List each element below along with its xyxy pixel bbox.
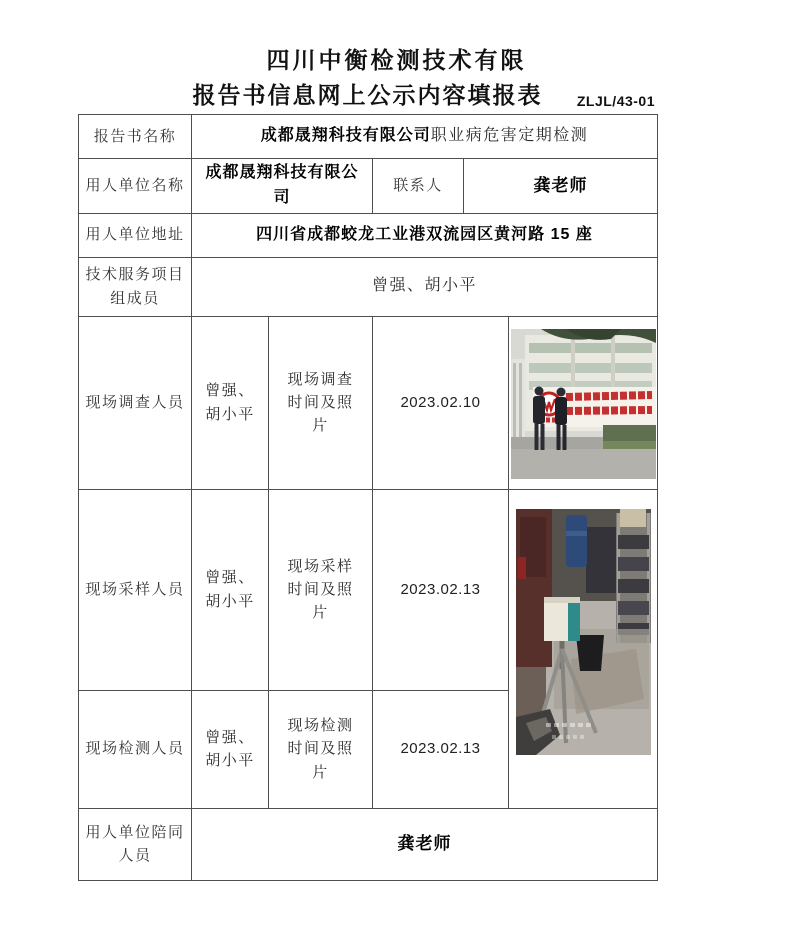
sampling-date: 2023.02.13: [373, 489, 509, 690]
testing-time-label: 现场检测时间及照片: [269, 690, 373, 808]
employer-address-label: 用人单位地址: [79, 213, 192, 257]
black-bucket: [576, 635, 604, 671]
machinery: [586, 527, 618, 593]
row-employer-address: [79, 213, 658, 257]
sampling-personnel: 曾强、胡小平: [192, 489, 269, 690]
sampling-photo: [516, 509, 651, 755]
row-sampling: [79, 489, 658, 690]
employer-address-value: 四川省成都蛟龙工业港双流园区黄河路 15 座: [192, 213, 658, 257]
survey-photo-cell: [509, 316, 658, 489]
team-members-value: 曾强、胡小平: [192, 257, 658, 316]
survey-label: 现场调查人员: [79, 316, 192, 489]
report-name-company: 成都晟翔科技有限公司: [260, 127, 431, 145]
sampling-photo-cell: [509, 489, 658, 808]
testing-date: 2023.02.13: [373, 690, 509, 808]
sampling-label: 现场采样人员: [79, 489, 192, 690]
beige-box: [620, 509, 646, 527]
team-members-label: [79, 257, 192, 316]
shelving-rack: [616, 513, 651, 643]
survey-personnel: 曾强、胡小平: [192, 316, 269, 489]
document-code: ZLJL/43-01: [576, 93, 655, 109]
employer-name-value: 成都晟翔科技有限公司: [192, 159, 373, 214]
survey-date: 2023.02.10: [373, 316, 509, 489]
document-title-line2: 报告书信息网上公示内容填报表: [192, 82, 543, 108]
survey-time-label: 现场调查时间及照片: [269, 316, 373, 489]
blue-barrel: [566, 515, 587, 567]
contact-label: 联系人: [373, 159, 464, 214]
row-team-members: [79, 257, 658, 316]
document-title-line1: 四川中衡检测技术有限: [266, 47, 527, 73]
employer-name-label: 用人单位名称: [79, 159, 192, 214]
accompanying-value: 龚老师: [192, 808, 658, 880]
report-info-table: [78, 114, 658, 881]
team-members-label-line1: 技术服务项目: [85, 266, 185, 284]
row-report-name: [79, 115, 658, 159]
testing-label: 现场检测人员: [79, 690, 192, 808]
document-title-row: [78, 77, 657, 110]
report-name-suffix: 职业病危害定期检测: [430, 127, 589, 145]
survey-photo: [511, 329, 656, 479]
row-employer-name: [79, 159, 658, 214]
accompanying-label-line2: 人员: [118, 847, 152, 865]
report-name-value: [192, 115, 658, 159]
testing-personnel: 曾强、胡小平: [192, 690, 269, 808]
contact-value: 龚老师: [464, 159, 658, 214]
row-accompanying: [79, 808, 658, 880]
report-name-label: 报告书名称: [79, 115, 192, 159]
red-sticker: [518, 557, 526, 579]
accompanying-label: [79, 808, 192, 880]
sampling-time-label: 现场采样时间及照片: [269, 489, 373, 690]
row-survey: [79, 316, 658, 489]
accompanying-label-line1: 用人单位陪同: [85, 823, 185, 841]
team-members-label-line2: 组成员: [110, 289, 160, 307]
